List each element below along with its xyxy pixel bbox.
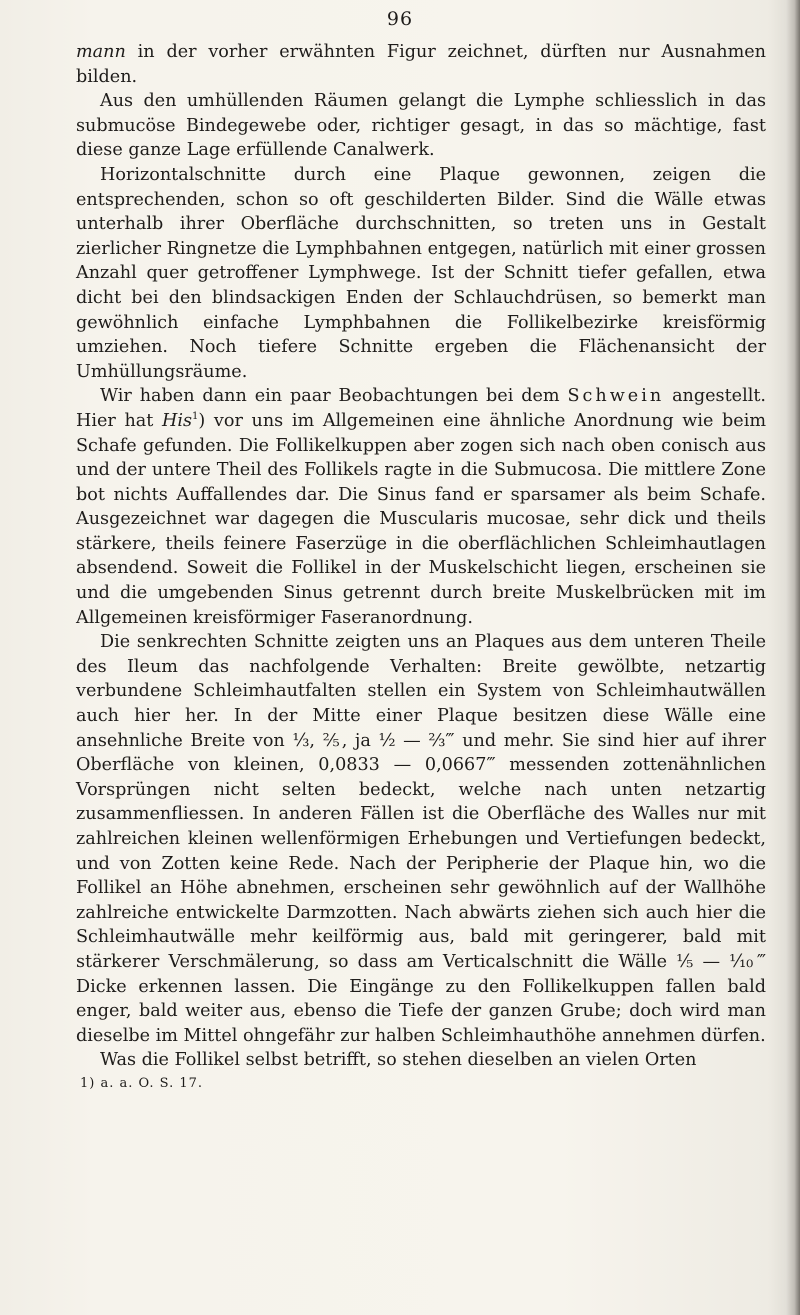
paragraph-4 <box>76 384 766 630</box>
page-edge-shadow <box>786 0 800 1315</box>
paragraph-2: Aus den umhüllenden Räumen gelangt die Lymphe schliesslich in das submucöse Bindegewebe oder, richtiger gesagt, in das so mächtige, fast diese ganze Lage erfüllende Canalwerk. <box>76 91 766 161</box>
paragraph-4-text-a: Wir haben dann ein paar Beobachtungen bei dem <box>100 386 568 407</box>
paragraph-4-author: His <box>162 410 193 431</box>
paragraph-4-animal: Schwein <box>567 386 665 407</box>
footnote-reference: 1 <box>192 411 199 423</box>
paragraph-3: Horizontalschnitte durch eine Plaque gewonnen, zeigen die entsprechenden, schon so oft geschilderten Bilder. Sind die Wälle etwas unterhalb ihrer Oberfläche durchschnitten, so treten uns in Gestalt zierlicher Ringnetze die Lymphbahnen entgegen, natürlich mit einer grossen Anzahl quer getroffener Lymphwege. Ist der Schnitt tiefer gefallen, etwa dicht bei den blindsackigen Enden der Schlauchdrüsen, so bemerkt man gewöhnlich einfache Lymphbahnen die Follikelbezirke kreisförmig umziehen. Noch tiefere Schnitte ergeben die Flächenansicht der Umhüllungsräume. <box>76 164 766 382</box>
footnote: 1) a. a. O. S. 17. <box>80 1075 204 1091</box>
paragraph-1-lead: mann <box>76 42 126 62</box>
paragraph-1-text: in der vorher erwähnten Figur zeichnet, dürften nur Ausnahmen bilden. <box>76 42 766 87</box>
body-text <box>76 40 766 1093</box>
page-number: 96 <box>386 8 414 30</box>
paragraph-4-text-c: ) vor uns im Allgemeinen eine ähnliche Anordnung wie beim Schafe gefunden. Die Follikelkuppen aber zogen sich nach oben conisch aus und der untere Theil des Follikels ragte in die Submucosa. Die mittlere Zone bot nichts Auffallendes dar. Die Sinus fand er sparsamer als beim Schafe. Ausgezeichnet war dagegen die Muscularis mucosae, sehr dick und theils stärkere, theils feinere Faserzüge in die oberflächlichen Schleimhautlagen absendend. Soweit die Follikel in der Muskelschicht liegen, erscheinen sie und die umgebenden Sinus getrennt durch breite Muskelbrücken mit im Allgemeinen kreisförmiger Faseranordnung. <box>76 410 766 628</box>
paragraph-6: Was die Follikel selbst betrifft, so stehen dieselben an vielen Orten <box>100 1050 697 1071</box>
paragraph-1 <box>76 40 766 89</box>
paragraph-5: Die senkrechten Schnitte zeigten uns an Plaques aus dem unteren Theile des Ileum das nachfolgende Verhalten: Breite gewölbte, netzartig verbundene Schleimhautfalten stellen ein System von Schleimhautwällen auch hier her. In der Mitte einer Plaque besitzen diese Wälle eine ansehnliche Breite von ⅓, ⅖, ja ½ — ⅔‴ und mehr. Sie sind hier auf ihrer Oberfläche von kleinen, 0,0833 — 0,0667‴ messenden zottenähnlichen Vorsprüngen nicht selten bedeckt, welche nach unten netzartig zusammenfliessen. In anderen Fällen ist die Oberfläche des Walles nur mit zahlreichen kleinen wellenförmigen Erhebungen und Vertiefungen bedeckt, und von Zotten keine Rede. Nach der Peripherie der Plaque hin, wo die Follikel an Höhe abnehmen, erscheinen sehr gewöhnlich auf der Wallhöhe zahlreiche entwickelte Darmzotten. Nach abwärts ziehen sich auch hier die Schleimhautwälle mehr keilförmig aus, bald mit geringerer, bald mit stärkerer Verschmälerung, so dass am Verticalschnitt die Wälle ⅕ — ⅒‴ Dicke erkennen lassen. Die Eingänge zu den Follikelkuppen fallen bald enger, bald weiter aus, ebenso die Tiefe der ganzen Grube; doch wird man dieselbe im Mittel ohngefähr zur halben Schleimhauthöhe annehmen dürfen. <box>76 632 766 1046</box>
paragraph-4-text-b: angestellt. Hier hat <box>76 386 766 431</box>
